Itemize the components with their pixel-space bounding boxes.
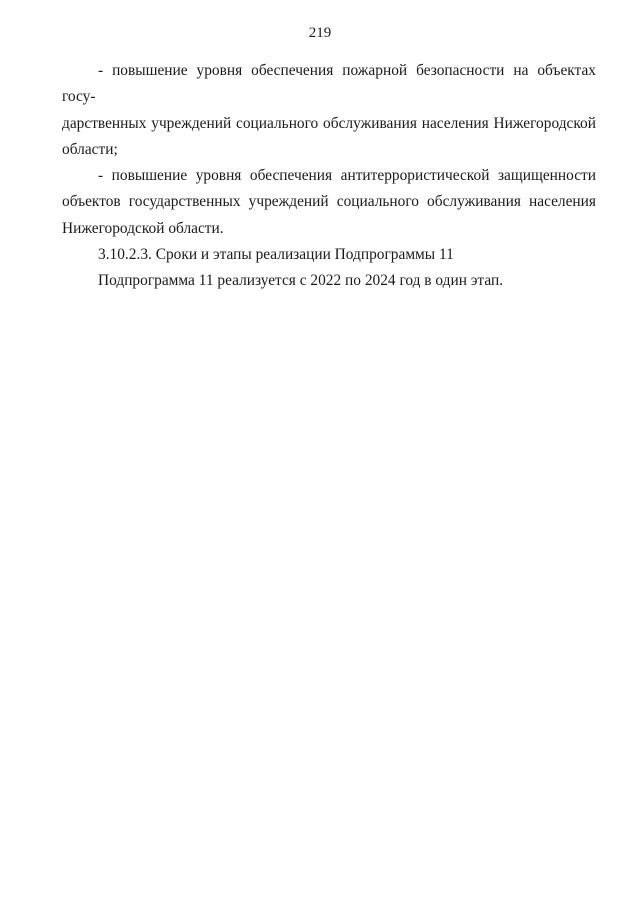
paragraph-fire-safety bbox=[62, 58, 596, 163]
page-number: 219 bbox=[308, 25, 332, 41]
text-line: объектов государственных учреждений социального обслуживания населения bbox=[62, 193, 596, 211]
paragraph-timeline bbox=[62, 268, 596, 294]
text-line: Подпрограмма 11 реализуется с 2022 по 2024 год в один этап. bbox=[98, 272, 504, 290]
paragraph-antiterror bbox=[62, 163, 596, 242]
text-line: - повышение уровня обеспечения пожарной безопасности на объектах госу- bbox=[62, 62, 596, 106]
text-line: - повышение уровня обеспечения антитеррористической защищенности bbox=[98, 167, 596, 185]
text-line: области; bbox=[62, 140, 118, 158]
text-line: Нижегородской области. bbox=[62, 219, 224, 237]
document-body bbox=[62, 58, 596, 295]
text-line: дарственных учреждений социального обслуживания населения Нижегородской bbox=[62, 114, 596, 132]
text-line: 3.10.2.3. Сроки и этапы реализации Подпрограммы 11 bbox=[98, 246, 454, 264]
section-heading bbox=[62, 242, 596, 268]
